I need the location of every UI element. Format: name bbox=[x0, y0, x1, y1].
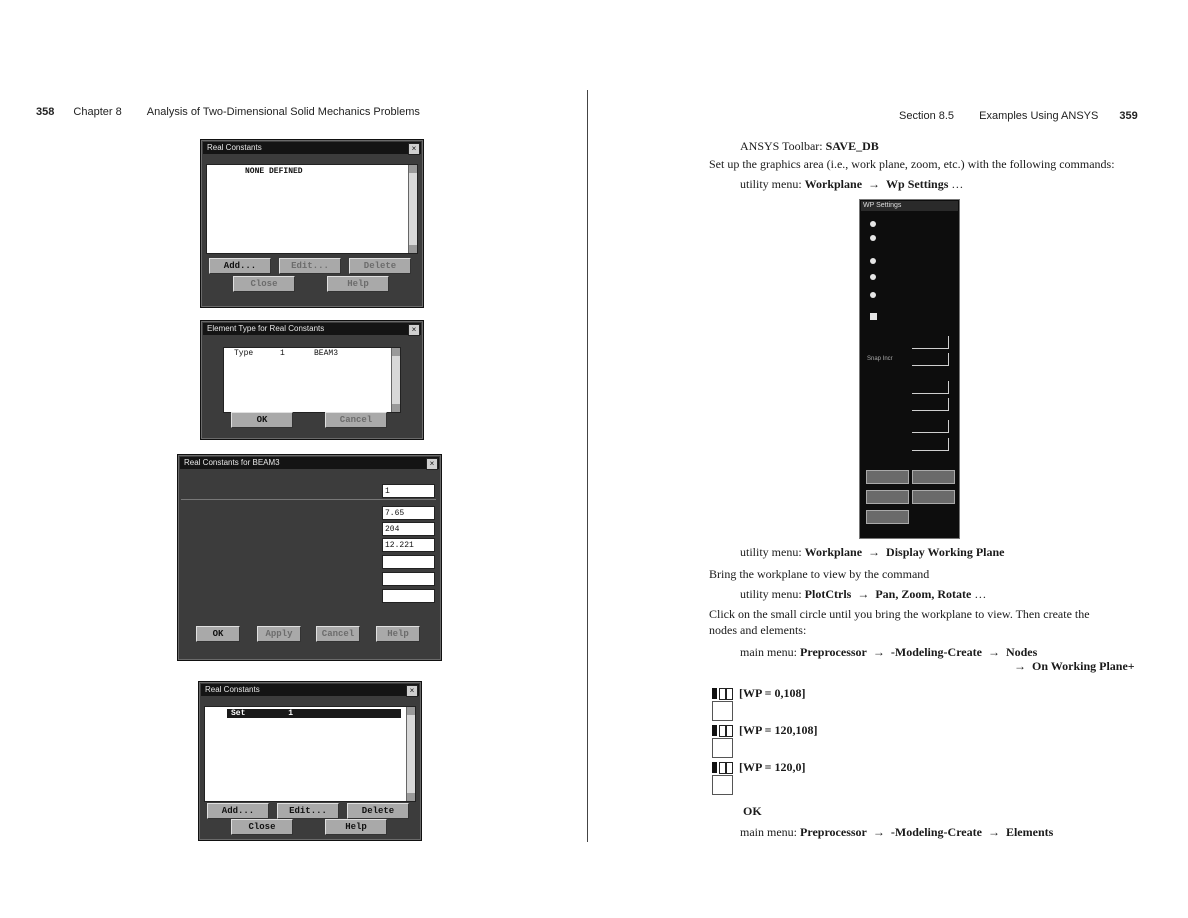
height-field[interactable]: 12.221 bbox=[382, 538, 435, 552]
ok-button[interactable]: OK bbox=[196, 626, 240, 642]
cancel-button[interactable] bbox=[912, 490, 955, 504]
snap-incr-label: Snap Incr bbox=[867, 356, 893, 362]
wp-field-6[interactable] bbox=[912, 438, 949, 451]
triad-only-radio[interactable] bbox=[870, 292, 876, 298]
left-page-number: 358 bbox=[36, 106, 55, 118]
help-button[interactable]: Help bbox=[327, 276, 389, 292]
grid-only-radio[interactable] bbox=[870, 274, 876, 280]
toolbar-instruction: ANSYS Toolbar: SAVE_DB bbox=[740, 139, 879, 153]
nodes-instruction: main menu: Preprocessor → -Modeling-Create → Nodes bbox=[740, 645, 1038, 659]
snap-incr-field[interactable] bbox=[912, 353, 949, 366]
real-constant-set-field[interactable]: 1 bbox=[382, 484, 435, 498]
help-button[interactable] bbox=[866, 510, 909, 524]
ok-button[interactable] bbox=[866, 470, 909, 484]
wp-field-3[interactable] bbox=[912, 381, 949, 394]
area-field[interactable]: 7.65 bbox=[382, 506, 435, 520]
arrow-icon: → bbox=[872, 825, 885, 839]
left-chapter-title: Analysis of Two-Dimensional Solid Mechanics Problems bbox=[146, 106, 420, 118]
wp-coordinate-1: [WP = 0,108] bbox=[739, 686, 806, 700]
ok-button[interactable]: OK bbox=[231, 412, 293, 428]
close-icon[interactable]: × bbox=[408, 324, 420, 336]
real-constants-list[interactable] bbox=[206, 164, 418, 254]
selected-set-row[interactable]: Set 1 bbox=[227, 709, 401, 718]
cartesian-radio[interactable] bbox=[870, 221, 876, 227]
left-chapter: Chapter 8 bbox=[73, 106, 122, 118]
right-section-title: Examples Using ANSYS bbox=[979, 110, 1099, 122]
add-button[interactable]: Add... bbox=[207, 803, 269, 819]
grid-and-triad-radio[interactable] bbox=[870, 258, 876, 264]
real-constants-list[interactable] bbox=[204, 706, 416, 802]
dialog-title-bar: Real Constants bbox=[203, 142, 421, 154]
close-icon[interactable]: × bbox=[426, 458, 438, 470]
display-wp-instruction: utility menu: Workplane → Display Working Plane bbox=[740, 545, 1005, 559]
wp-field-1[interactable] bbox=[912, 336, 949, 349]
arrow-icon: → bbox=[868, 177, 881, 191]
add-button[interactable]: Add... bbox=[209, 258, 271, 274]
setup-instruction: Set up the graphics area (i.e., work plane, zoom, etc.) with the following commands: bbox=[709, 157, 1115, 171]
close-icon[interactable]: × bbox=[406, 685, 418, 697]
added-mass-field[interactable] bbox=[382, 589, 435, 603]
list-scrollbar[interactable] bbox=[406, 707, 415, 801]
arrow-icon: → bbox=[857, 587, 870, 601]
divider bbox=[181, 499, 436, 500]
reset-button[interactable] bbox=[866, 490, 909, 504]
edit-button[interactable]: Edit... bbox=[279, 258, 341, 274]
initial-strain-field[interactable] bbox=[382, 572, 435, 586]
element-type-dialog bbox=[200, 320, 424, 440]
real-constants-dialog-2 bbox=[198, 681, 422, 841]
cancel-button[interactable]: Cancel bbox=[325, 412, 387, 428]
elements-instruction: main menu: Preprocessor → -Modeling-Create → Elements bbox=[740, 825, 1054, 839]
left-page-header bbox=[36, 106, 420, 118]
edit-button[interactable]: Edit... bbox=[277, 803, 339, 819]
wp-coordinate-3: [WP = 120,0] bbox=[739, 760, 806, 774]
dialog-title-bar: Real Constants for BEAM3 bbox=[180, 457, 439, 469]
arrow-icon: → bbox=[987, 825, 1000, 839]
element-type-list[interactable] bbox=[223, 347, 401, 413]
polar-radio[interactable] bbox=[870, 235, 876, 241]
right-page-header bbox=[899, 110, 1138, 122]
pick-icon bbox=[712, 761, 734, 795]
apply-button[interactable] bbox=[912, 470, 955, 484]
on-working-plane: → On Working Plane+ bbox=[1014, 659, 1135, 673]
list-scrollbar[interactable] bbox=[408, 165, 417, 253]
izz-field[interactable]: 204 bbox=[382, 522, 435, 536]
help-button[interactable]: Help bbox=[376, 626, 420, 642]
wp-settings-instruction: utility menu: Workplane → Wp Settings … bbox=[740, 177, 964, 191]
wp-field-5[interactable] bbox=[912, 420, 949, 433]
apply-button[interactable]: Apply bbox=[257, 626, 301, 642]
wp-settings-dialog bbox=[859, 199, 960, 539]
pan-zoom-instruction: utility menu: PlotCtrls → Pan, Zoom, Rotate … bbox=[740, 587, 987, 601]
arrow-icon: → bbox=[987, 645, 1000, 659]
help-button[interactable]: Help bbox=[325, 819, 387, 835]
pick-icon bbox=[712, 724, 734, 758]
click-instruction-1: Click on the small circle until you bring the workplane to view. Then create the bbox=[709, 607, 1090, 621]
list-item-element: BEAM3 bbox=[314, 349, 339, 358]
close-icon[interactable]: × bbox=[408, 143, 420, 155]
list-item-type: Type bbox=[234, 349, 254, 358]
shear-deflection-field[interactable] bbox=[382, 555, 435, 569]
right-section: Section 8.5 bbox=[899, 110, 955, 122]
enable-snap-checkbox[interactable] bbox=[870, 313, 877, 320]
arrow-icon: → bbox=[868, 545, 881, 559]
ok-step: OK bbox=[743, 804, 762, 818]
close-button[interactable]: Close bbox=[231, 819, 293, 835]
list-empty-text: NONE DEFINED bbox=[245, 167, 303, 176]
real-constants-dialog bbox=[200, 139, 424, 308]
right-page-number: 359 bbox=[1119, 110, 1138, 122]
wp-coordinate-2: [WP = 120,108] bbox=[739, 723, 818, 737]
delete-button[interactable]: Delete bbox=[349, 258, 411, 274]
close-button[interactable]: Close bbox=[233, 276, 295, 292]
pick-icon bbox=[712, 687, 734, 721]
dialog-title-bar: Real Constants bbox=[201, 684, 419, 696]
cancel-button[interactable]: Cancel bbox=[316, 626, 360, 642]
click-instruction-2: nodes and elements: bbox=[709, 623, 807, 637]
delete-button[interactable]: Delete bbox=[347, 803, 409, 819]
book-spine bbox=[587, 90, 588, 842]
arrow-icon: → bbox=[1014, 659, 1026, 673]
list-item-number: 1 bbox=[280, 349, 285, 358]
wp-field-4[interactable] bbox=[912, 398, 949, 411]
bring-instruction: Bring the workplane to view by the command bbox=[709, 567, 930, 581]
dialog-title-bar: Element Type for Real Constants bbox=[203, 323, 421, 335]
dialog-title-bar: WP Settings bbox=[861, 201, 958, 211]
list-scrollbar[interactable] bbox=[391, 348, 400, 412]
arrow-icon: → bbox=[872, 645, 885, 659]
